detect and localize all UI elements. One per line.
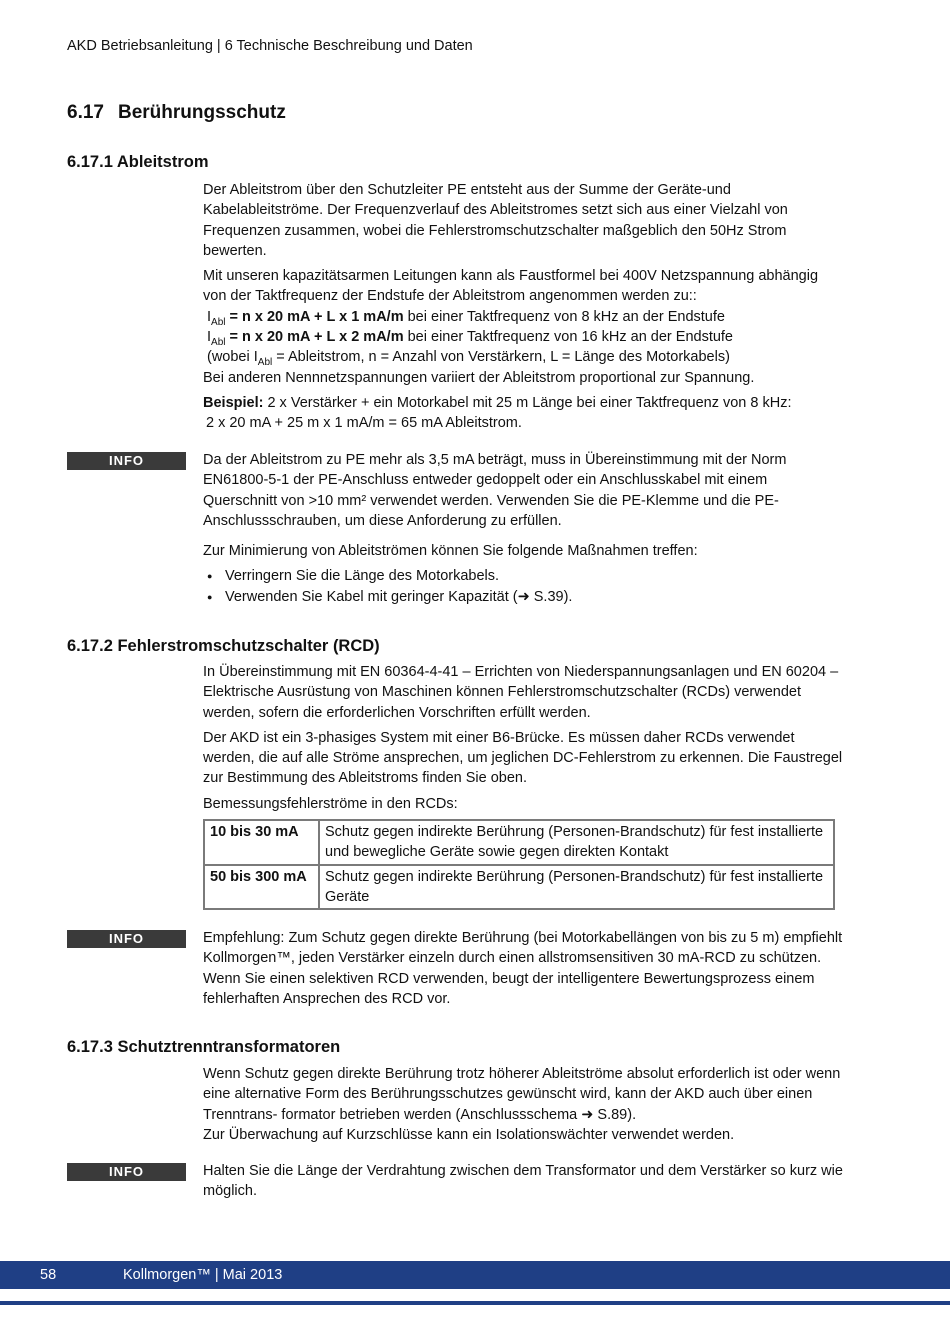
info-text: Empfehlung: Zum Schutz gegen direkte Berührung (bei Motorkabellängen von bis zu 5 m) empfiehlt Kollmorgen™, jeden Verstärker einzeln durch einen allstromsensitiven 30 mA-RCD zu schützen. Wenn Sie einen selektiven RCD verwenden, beugt der intelligentere Bewertungsprozess einem fehlerhaften Ansprechen des RCD vor. [203,930,843,1007]
section-title: Berührungsschutz [118,102,286,123]
example: Beispiel: 2 x Verstärker + ein Motorkabel mit 25 m Länge bei einer Taktfrequenz von 8 kHz: [203,394,792,411]
formula-legend: (wobei $I_{Abl}$ = Ableitstrom, n = Anzahl von Verstärkern, L = Länge des Motorkabels) [207,349,730,369]
bullet-list [203,566,843,607]
subsection-heading-leakage: 6.17.1 Ableitstrom [67,153,209,171]
section-heading [67,102,286,124]
footer-brand: Kollmorgen™ | Mai 2013 [123,1267,283,1283]
subsection-heading-transformers: 6.17.3 Schutztrenntransformatoren [67,1038,341,1056]
subsection-heading-rcd: 6.17.2 Fehlerstromschutzschalter (RCD) [67,637,380,655]
paragraph: Zur Minimierung von Ableitströmen können Sie folgende Maßnahmen treffen: [203,543,698,560]
table-row [204,820,834,865]
info-badge: INFO [67,930,186,948]
table-cell-description: Schutz gegen indirekte Berührung (Personen-Brandschutz) für fest installierte und bewegliche Geräte sowie gegen direkten Kontakt [319,820,834,865]
rcd-text-block [203,662,843,910]
leakage-text-block [203,180,843,434]
info-text: Da der Ableitstrom zu PE mehr als 3,5 mA beträgt, muss in Übereinstimmung mit der Norm EN61800-5-1 der PE-Anschluss entweder gedoppelt oder ein Anschlusskabel mit einem Querschnitt von >10 mm² verwendet werden. Verwenden Sie die PE-Klemme und die PE-Anschlussschrauben, um diese Anforderung zu erfüllen. [203,452,787,529]
section-number: 6.17 [67,102,104,123]
page-number: 58 [40,1267,57,1283]
list-item: ● Verringern Sie die Länge des Motorkabels. [203,566,843,586]
info-text-block [203,1161,843,1207]
page-header: AKD Betriebsanleitung | 6 Technische Beschreibung und Daten [67,38,473,54]
formula-8khz: $I_{Abl} = n$ x 20 mA + L x 1 mA/m bei einer Taktfrequenz von 8 kHz an der Endstufe [207,308,725,328]
list-item: ● Verwenden Sie Kabel mit geringer Kapazität (➜ S.39). [203,587,843,607]
paragraph: Bei anderen Nennnetzspannungen variiert der Ableitstrom proportional zur Spannung. [203,369,755,386]
table-cell-description: Schutz gegen indirekte Berührung (Personen-Brandschutz) für fest installierte Geräte [319,865,834,910]
example-calculation: 2 x 20 mA + 25 m x 1 mA/m = 65 mA Ableitstrom. [206,415,522,432]
info-text: Halten Sie die Länge der Verdrahtung zwischen dem Transformator und dem Verstärker so kurz wie möglich. [203,1163,843,1200]
paragraph: Der AKD ist ein 3-phasiges System mit einer B6-Brücke. Es müssen daher RCDs verwendet werden, die auf alle Ströme ansprechen, um jeglichen DC-Fehlerstrom zu erkennen. Die Faustregel zur Bestimmung des Ableitstroms finden Sie oben. [203,729,843,787]
info-text-block [203,450,843,607]
footer-rule [0,1301,950,1305]
paragraph: Wenn Schutz gegen direkte Berührung trotz höherer Ableitströme absolut erforderlich ist oder wenn eine alternative Form des Berührungsschutzes gewünscht wird, kann der AKD auch über einen Trenntrans- formator betrieben werden (Anschlussschema ➜ S.89). [203,1066,841,1123]
rcd-table [203,819,835,910]
info-badge: INFO [67,452,186,470]
table-row [204,865,834,910]
paragraph: Mit unseren kapazitätsarmen Leitungen kann als Faustformel bei 400V Netzspannung abhängig von der Taktfrequenz der Endstufe der Ableitstrom angenommen werden zu:: [203,268,819,305]
paragraph: Der Ableitstrom über den Schutzleiter PE entsteht aus der Summe der Geräte-und Kabelableitströme. Der Frequenzverlauf des Ableitstromes setzt sich aus einer Vielzahl von Frequenzen zusammen, wobei die Fehlerstromschutzschalter maßgeblich den 50Hz Strom bewerten. [203,182,788,259]
table-cell-range: 10 bis 30 mA [204,820,319,865]
paragraph: Zur Überwachung auf Kurzschlüsse kann ein Isolationswächter verwendet werden. [203,1126,735,1143]
paragraph: In Übereinstimmung mit EN 60364-4-41 – Errichten von Niederspannungsanlagen und EN 60204 – Elektrische Ausrüstung von Maschinen können Fehlerstromschutzschalter (RCDs) verwendet werden, sofern die erforderlichen Vorschriften erfüllt werden. [203,664,839,721]
formula-16khz: $I_{Abl} = n$ x 20 mA + L x 2 mA/m bei einer Taktfrequenz von 16 kHz an der Endstufe [207,329,734,349]
info-text-block [203,928,843,1014]
page-footer [0,1261,950,1289]
info-badge: INFO [67,1163,186,1181]
paragraph: Bemessungsfehlerströme in den RCDs: [203,795,458,812]
transformer-text-block [203,1064,843,1145]
table-cell-range: 50 bis 300 mA [204,865,319,910]
